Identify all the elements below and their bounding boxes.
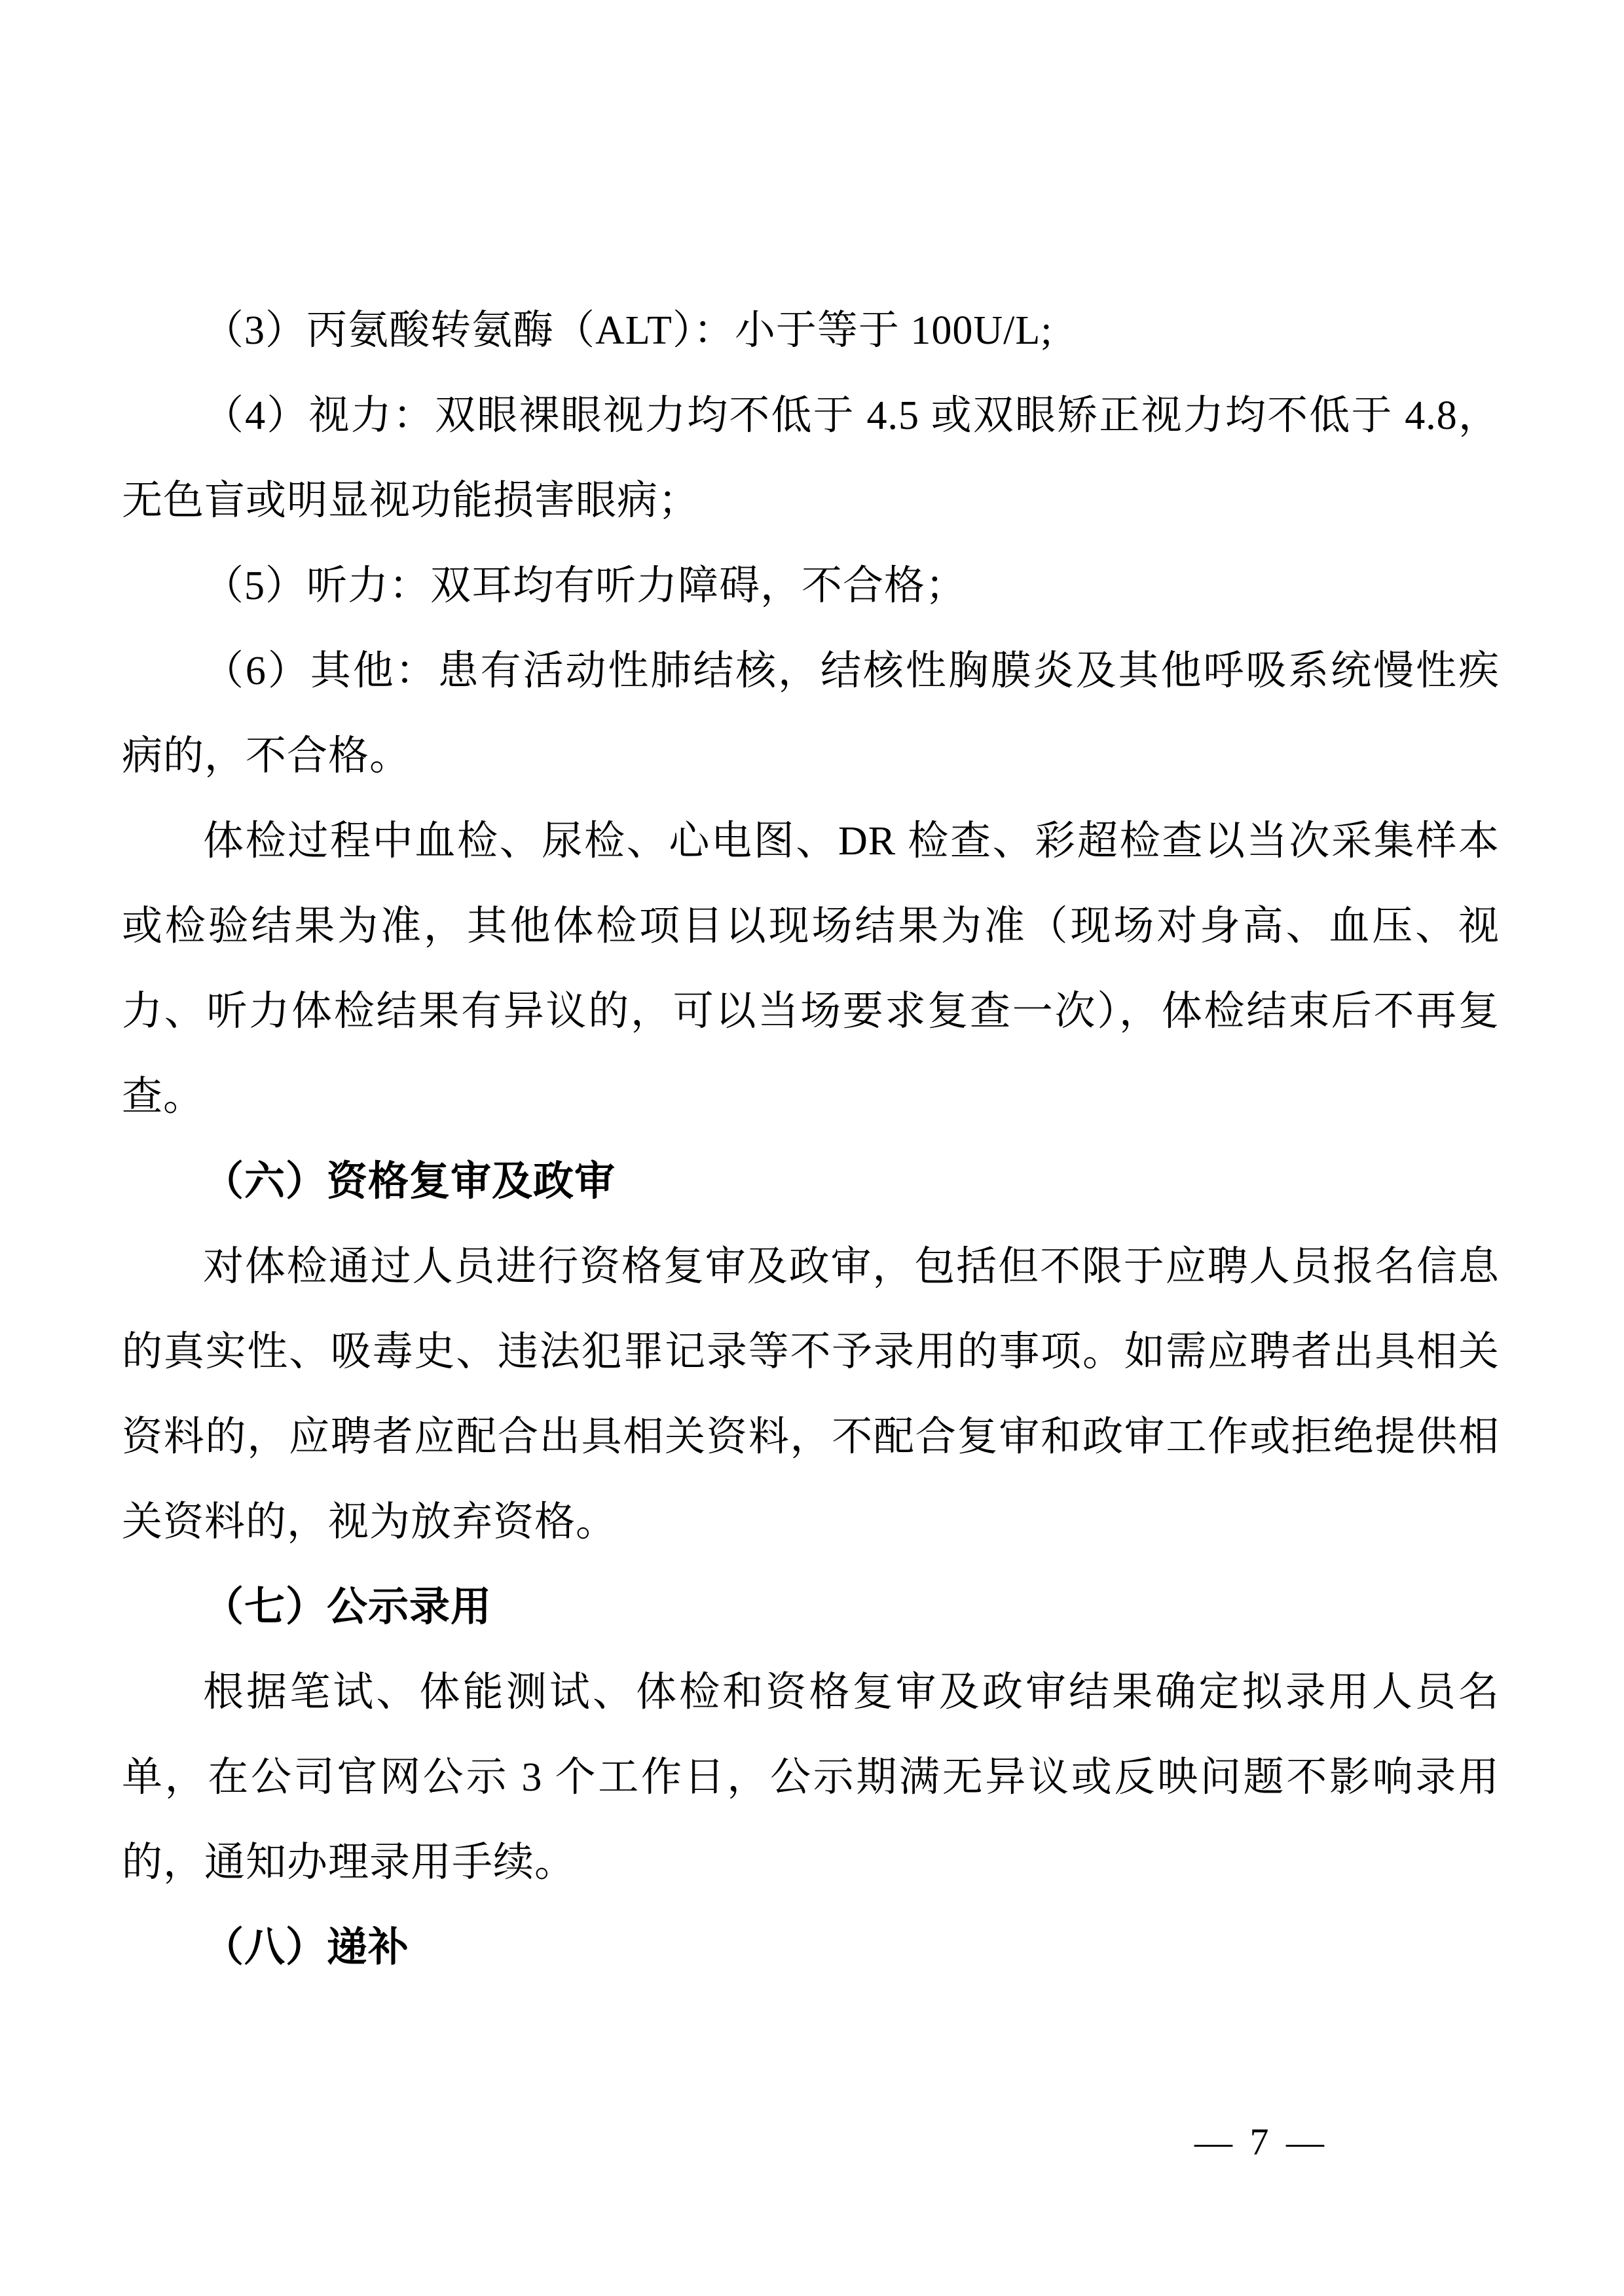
section-heading: （八）递补 [203, 1925, 410, 1970]
section-heading: （七）公示录用 [203, 1585, 492, 1630]
document-body [122, 288, 1500, 1990]
paragraph: 根据笔试、体能测试、体检和资格复审及政审结果确定拟录用人员名单，在公司官网公示 3 个工作日，公示期满无异议或反映问题不影响录用的，通知办理录用手续。 [122, 1670, 1500, 1885]
paragraph: （4）视力：双眼裸眼视力均不低于 4.5 或双眼矫正视力均不低于 4.8，无色盲或明显视功能损害眼病； [122, 393, 1500, 523]
paragraph: 体检过程中血检、尿检、心电图、DR 检查、彩超检查以当次采集样本或检验结果为准，其他体检项目以现场结果为准（现场对身高、血压、视力、听力体检结果有异议的，可以当场要求复查一次），体检结束后不再复查。 [122, 819, 1500, 1119]
paragraph: （5）听力：双耳均有听力障碍，不合格； [203, 564, 967, 608]
paragraph: （6）其他：患有活动性肺结核，结核性胸膜炎及其他呼吸系统慢性疾病的，不合格。 [122, 649, 1500, 778]
section-heading: （六）资格复审及政审 [203, 1159, 616, 1204]
paragraph: 对体检通过人员进行资格复审及政审，包括但不限于应聘人员报名信息的真实性、吸毒史、违法犯罪记录等不予录用的事项。如需应聘者出具相关资料的，应聘者应配合出具相关资料，不配合复审和政审工作或拒绝提供相关资料的，视为放弃资格。 [122, 1245, 1500, 1544]
page-number: — 7 — [1194, 2121, 1328, 2163]
paragraph: （3）丙氨酸转氨酶（ALT）：小于等于 100U/L; [203, 308, 1053, 353]
